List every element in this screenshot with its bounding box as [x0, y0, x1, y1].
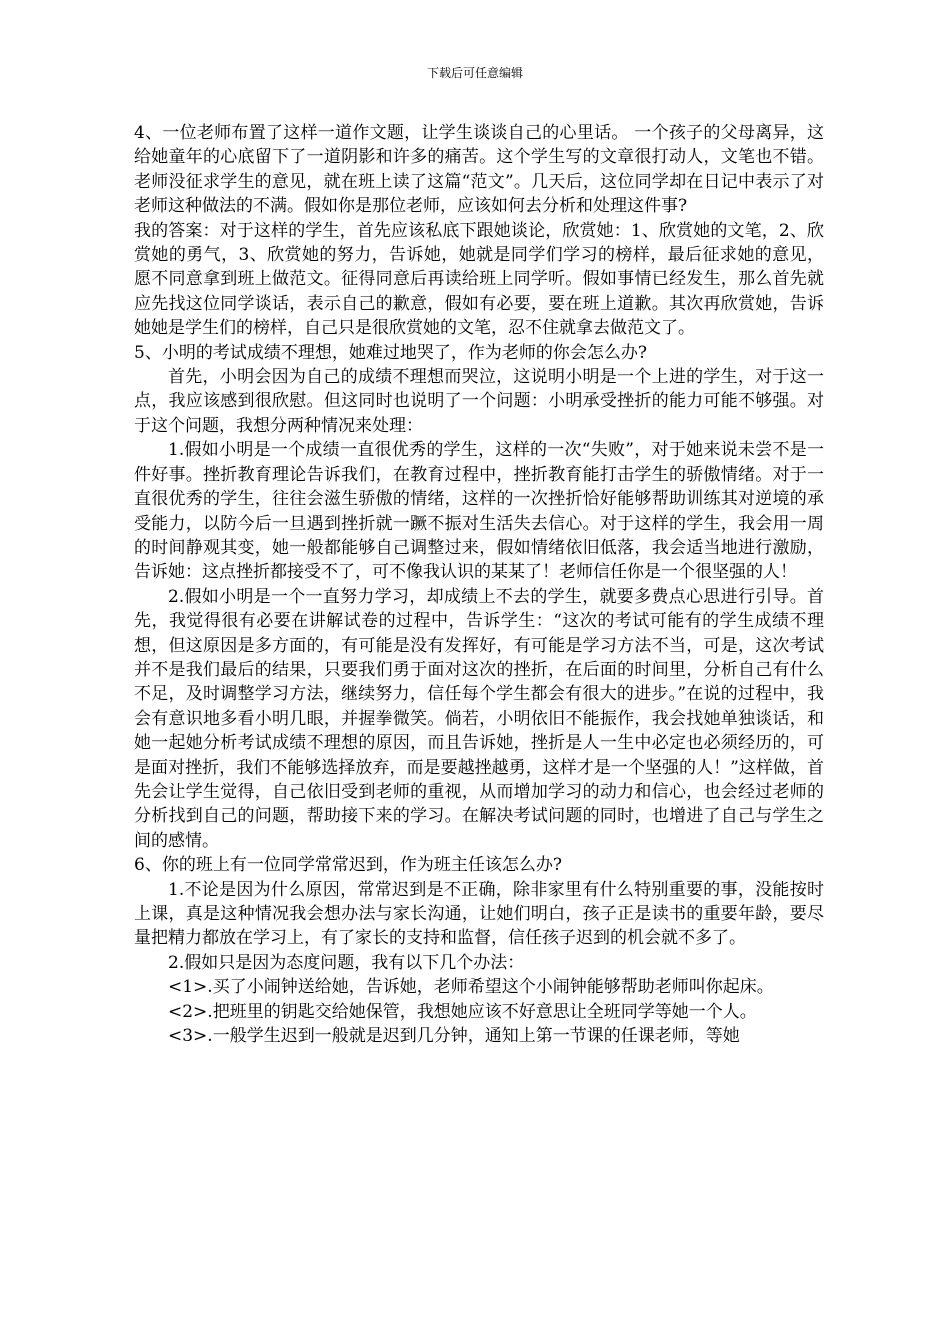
answer-6-point-1-paragraph: 1.不论是因为什么原因，常常迟到是不正确，除非家里有什么特别重要的事，没能按时上课，真是这种情况我会想办法与家长沟通，让她们明白，孩子正是读书的重要年龄，要尽量把精力都放在学习上，有了家长的支持和监督，信任孩子迟到的机会就不多了。 [134, 879, 824, 949]
answer-6-method-2-paragraph: <2>.把班里的钥匙交给她保管，我想她应该不好意思让全班同学等她一个人。 [168, 1001, 757, 1022]
answer-4-paragraph: 我的答案：对于这样的学生，首先应该私底下跟她谈论，欣赏她：1、欣赏她的文笔，2、欣赏她的勇气，3、欣赏她的努力，告诉她，她就是同学们学习的榜样，最后征求她的意见，愿不同意拿到班上做范文。征得同意后再读给班上同学听。假如事情已经发生，那么首先就应先找这位同学谈话，表示自己的歉意，假如有必要，要在班上道歉。其次再欣赏她，告诉她她是学生们的榜样，自己只是很欣赏她的文笔，忍不住就拿去做范文了。 [134, 220, 824, 339]
answer-5-intro-paragraph: 首先，小明会因为自己的成绩不理想而哭泣，这说明小明是一个上进的学生，对于这一点，我应该感到很欣慰。但这同时也说明了一个问题：小明承受挫折的能力可能不够强。对于这个问题，我想分两种情况来处理： [134, 367, 824, 436]
answer-5-case-2-paragraph: 2.假如小明是一个一直努力学习，却成绩上不去的学生，就要多费点心思进行引导。首先，我觉得很有必要在讲解试卷的过程中，告诉学生：“这次的考试可能有的学生成绩不理想，但这原因是多方面的，有可能是没有发挥好，有可能是学习方法不当，可是，这次考试并不是我们最后的结果，只要我们勇于面对这次的挫折，在后面的时间里，分析自己有什么不足，及时调整学习方法，继续努力，信任每个学生都会有很大的进步。”在说的过程中，我会有意识地多看小明几眼，并握拳微笑。倘若，小明依旧不能振作，我会找她单独谈话，和她一起她分析考试成绩不理想的原因，而且告诉她，挫折是人一生中必定也必须经历的，可是面对挫折，我们不能够选择放弃，而是要越挫越勇，这样才是一个坚强的人！”这样做，首先会让学生觉得，自己依旧受到老师的重视，从而增加学习的动力和信心，也会经过老师的分析找到自己的问题，帮助接下来的学习。在解决考试问题的同时，也增进了自己与学生之间的感情。 [134, 586, 824, 851]
question-4-paragraph: 4、一位老师布置了这样一道作文题，让学生谈谈自己的心里话。 一个孩子的父母离异，这给她童年的心底留下了一道阴影和许多的痛苦。这个学生写的文章很打动人，文笔也不错。老师没征求学生的意见，就在班上读了这篇“范文”。几天后，这位同学却在日记中表示了对老师这种做法的不满。假如你是那位老师，应该如何去分析和处理这件事? [134, 123, 824, 217]
document-body [134, 121, 824, 1048]
page-header: 下载后可任意编辑 [426, 66, 523, 80]
answer-6-point-2-paragraph: 2.假如只是因为态度问题，我有以下几个办法： [168, 952, 525, 973]
answer-5-case-1-paragraph: 1.假如小明是一个成绩一直很优秀的学生，这样的一次“失败”，对于她来说未尝不是一件好事。挫折教育理论告诉我们，在教育过程中，挫折教育能打击学生的骄傲情绪。对于一直很优秀的学生，往往会滋生骄傲的情绪，这样的一次挫折恰好能够帮助训练其对逆境的承受能力，以防今后一旦遇到挫折就一蹶不振对生活失去信心。对于这样的学生，我会用一周的时间静观其变，她一般都能够自己调整过来，假如情绪依旧低落，我会适当地进行激励，告诉她：这点挫折都接受不了，可不像我认识的某某了！老师信任你是一个很坚强的人！ [134, 440, 824, 583]
answer-6-method-1-paragraph: <1>.买了小闹钟送给她，告诉她，老师希望这个小闹钟能够帮助老师叫你起床。 [168, 977, 774, 998]
question-6-paragraph: 6、你的班上有一位同学常常迟到，作为班主任该怎么办? [134, 855, 562, 876]
question-5-paragraph: 5、小明的考试成绩不理想，她难过地哭了，作为老师的你会怎么办? [134, 342, 647, 363]
answer-6-method-3-paragraph: <3>.一般学生迟到一般就是迟到几分钟，通知上第一节课的任课老师，等她 [168, 1026, 740, 1047]
